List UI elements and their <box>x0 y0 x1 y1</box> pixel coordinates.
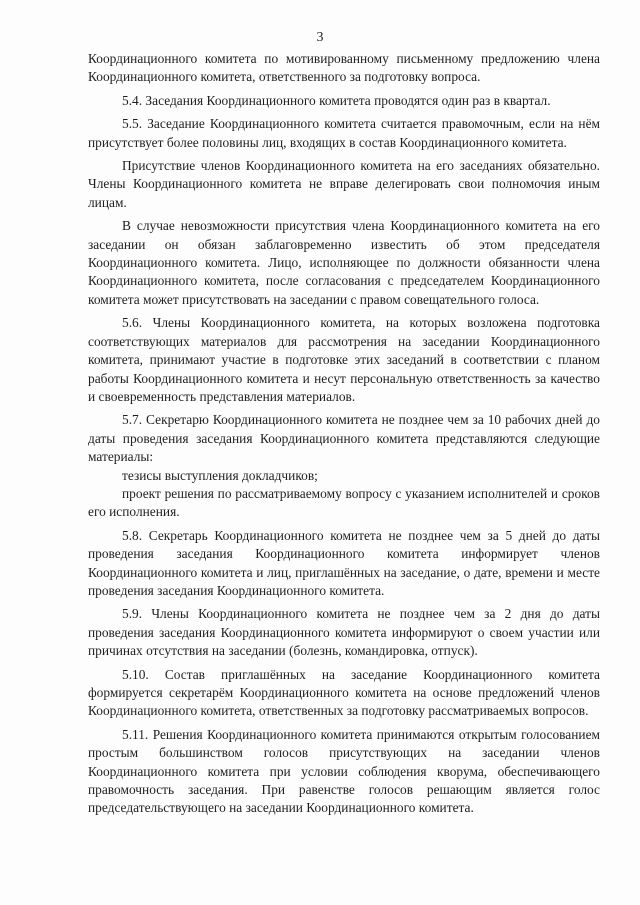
paragraph-5-10: 5.10. Состав приглашённых на заседание Координационного комитета формируется секретарём Координационного комитета на основе предложений членов Координационного комитета, ответственных за подготовку рассматриваемых вопросов. <box>88 666 600 719</box>
list-item-draft-decision: проект решения по рассматриваемому вопросу с указанием исполнителей и сроков его исполнения. <box>88 485 600 520</box>
page-number: 3 <box>316 30 324 45</box>
paragraph-continuation: Координационного комитета по мотивированному письменному предложению члена Координационного комитета, ответственного за подготовку вопроса. <box>88 51 600 85</box>
paragraph-5-4: 5.4. Заседания Координационного комитета проводятся один раз в квартал. <box>122 92 551 108</box>
paragraph-5-5: 5.5. Заседание Координационного комитета считается правомочным, если на нём присутствует более половины лиц, входящих в состав Координационного комитета. <box>88 116 600 150</box>
paragraph-5-6: 5.6. Члены Координационного комитета, на которых возложена подготовка соответствующих материалов для рассмотрения на заседании Координационного комитета, принимают участие в подготовке этих заседаний в соответствии с планом работы Координационного комитета и несут персональную ответственность за качество и своевременность представления материалов. <box>88 315 600 404</box>
paragraph-5-8: 5.8. Секретарь Координационного комитета не позднее чем за 5 дней до даты проведения заседания Координационного комитета информирует членов Координационного комитета и лиц, приглашённых на заседание, о дате, времени и месте проведения заседания Координационного комитета. <box>88 527 600 598</box>
list-item-theses: тезисы выступления докладчиков; <box>122 467 318 483</box>
paragraph-5-7: 5.7. Секретарю Координационного комитета не позднее чем за 10 рабочих дней до даты проведения заседания Координационного комитета представляются следующие материалы: <box>88 412 600 465</box>
paragraph-5-11: 5.11. Решения Координационного комитета принимаются открытым голосованием простым большинством голосов присутствующих на заседании членов Координационного комитета при условии соблюдения кворума, обеспечивающего правомочность заседания. При равенстве голосов решающим является голос председательствующего на заседании Координационного комитета. <box>88 726 600 816</box>
paragraph-attendance: Присутствие членов Координационного комитета на его заседаниях обязательно. Члены Координационного комитета не вправе делегировать свои полномочия иным лицам. <box>88 158 600 210</box>
paragraph-absence: В случае невозможности присутствия члена Координационного комитета на его заседании он обязан заблаговременно известить об этом председателя Координационного комитета. Лицо, исполняющее по должности обязанности члена Координационного комитета, после согласования с председателем Координационного комитета может присутствовать на заседании с правом совещательного голоса. <box>88 218 600 307</box>
document-body <box>88 50 600 823</box>
paragraph-5-9: 5.9. Члены Координационного комитета не позднее чем за 2 дня до даты проведения заседания Координационного комитета информируют о своем участии или причинах отсутствия на заседании (болезнь, командировка, отпуск). <box>88 606 600 659</box>
